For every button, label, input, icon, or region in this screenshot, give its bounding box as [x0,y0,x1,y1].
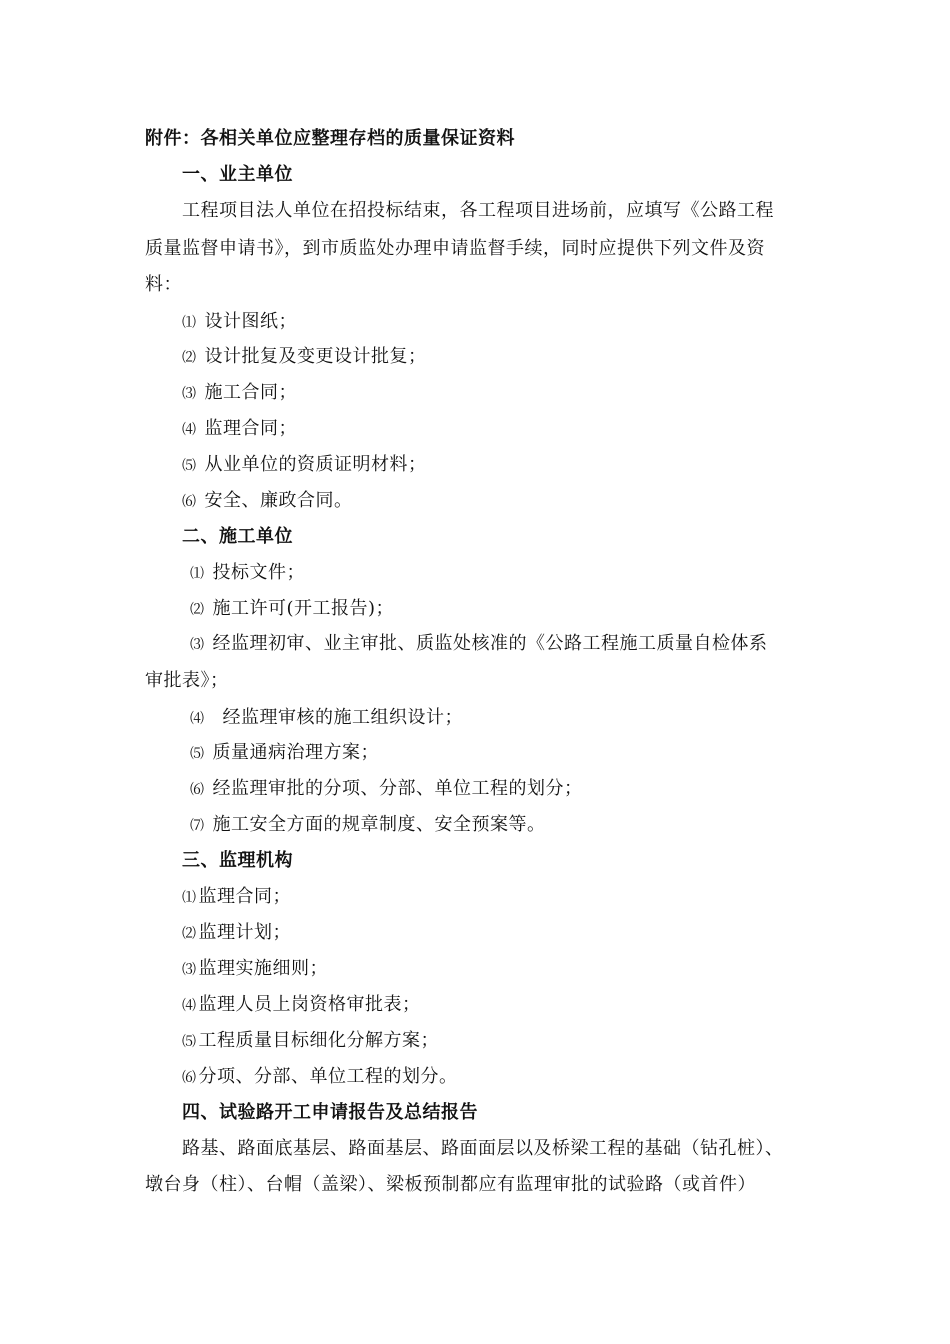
list-item [182,921,291,946]
list-marker: ⑹ [182,494,197,510]
list-item-text: 监理合同； [198,886,291,907]
list-item-text: 施工安全方面的规章制度、安全预案等。 [212,814,546,835]
paragraph-line: 工程项目法人单位在招投标结束，各工程项目进场前，应填写《公路工程 [182,200,774,221]
list-marker: ⑶ [182,962,197,978]
list-item-text: 施工合同； [204,382,297,403]
list-item-text: 投标文件； [212,562,305,583]
section-heading-contractor: 二、施工单位 [182,526,293,547]
list-item [190,597,394,622]
paragraph-line: 料： [145,274,182,295]
paragraph-line: 质量监督申请书》，到市质监处办理申请监督手续，同时应提供下列文件及资 [145,238,765,259]
list-marker: ⑶ [182,386,197,402]
section-heading-owner: 一、业主单位 [182,164,293,185]
list-item [190,561,305,586]
list-item [182,453,427,478]
paragraph-line: 墩台身（柱）、台帽（盖梁）、梁板预制都应有监理审批的试验路（或首件） [145,1174,756,1195]
document-title: 附件：各相关单位应整理存档的质量保证资料 [145,128,515,149]
list-item-text: 监理计划； [198,922,291,943]
list-item-text: 设计批复及变更设计批复； [204,346,427,367]
list-item [190,777,583,802]
list-item-continuation: 审批表》； [145,670,229,691]
list-marker: ⑷ [182,998,197,1014]
list-item [182,381,297,406]
list-item [190,632,768,657]
list-marker: ⑴ [182,315,197,331]
list-item-text: 监理实施细则； [198,958,328,979]
paragraph-line: 路基、路面底基层、路面基层、路面面层以及桥梁工程的基础（钻孔桩）、 [182,1138,784,1159]
list-item-text: 施工许可(开工报告)； [212,598,395,619]
list-item [182,345,427,370]
list-marker: ⑷ [190,711,205,727]
list-item [190,813,546,838]
list-marker: ⑵ [190,602,205,618]
list-marker: ⑶ [190,637,205,653]
list-item-text: 监理人员上岗资格审批表； [198,994,421,1015]
list-item [182,310,297,335]
list-item-text: 经监理审核的施工组织设计； [222,707,463,728]
section-heading-test-road: 四、试验路开工申请报告及总结报告 [182,1102,478,1123]
list-item [190,706,463,731]
list-marker: ⑹ [182,1070,197,1086]
list-marker: ⑺ [190,818,205,834]
list-marker: ⑵ [182,350,197,366]
list-item [182,489,353,514]
list-item [182,1029,439,1054]
list-marker: ⑹ [190,782,205,798]
list-item-text: 工程质量目标细化分解方案； [198,1030,439,1051]
list-marker: ⑷ [182,422,197,438]
list-item [182,993,421,1018]
list-marker: ⑸ [190,746,205,762]
list-item-text: 经监理初审、业主审批、质监处核准的《公路工程施工质量自检体系 [212,633,768,654]
list-item [182,885,291,910]
list-item [182,417,297,442]
list-item-text: 安全、廉政合同。 [204,490,353,511]
list-marker: ⑴ [190,566,205,582]
list-item-text: 经监理审批的分项、分部、单位工程的划分； [212,778,583,799]
list-item-text: 从业单位的资质证明材料； [204,454,427,475]
list-marker: ⑸ [182,1034,197,1050]
list-item [190,741,379,766]
section-heading-supervision: 三、监理机构 [182,850,293,871]
list-item [182,957,328,982]
list-item-text: 设计图纸； [204,311,297,332]
list-marker: ⑵ [182,926,197,942]
list-marker: ⑴ [182,890,197,906]
list-item-text: 分项、分部、单位工程的划分。 [198,1066,458,1087]
list-item [182,1065,458,1090]
list-marker: ⑸ [182,458,197,474]
list-item-text: 监理合同； [204,418,297,439]
list-item-text: 质量通病治理方案； [212,742,379,763]
